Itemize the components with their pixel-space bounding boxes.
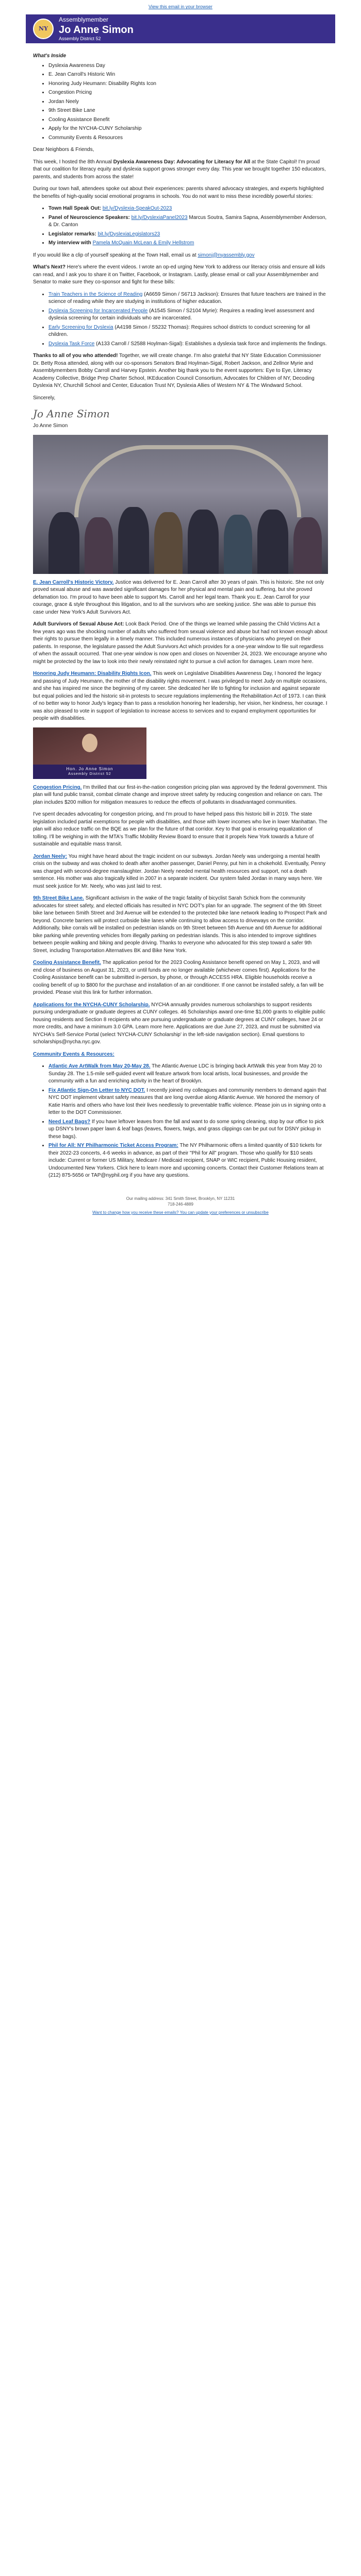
townhall-paragraph: During our town hall, attendees spoke out about their experiences: parents shared advocacy strategies, and experts highlighted the benefits of high-quality social emotional programs in schools. You do not want to miss these incredibly powerful stories: — [33, 186, 324, 199]
list-item — [48, 1063, 328, 1086]
list-label: Panel of Neuroscience Speakers: — [48, 214, 130, 221]
events-list — [48, 1063, 328, 1180]
event-name: Dyslexia Awareness Day: Advocating for Literacy for All — [113, 159, 251, 165]
text-span: The application period for the 2023 Cooling Assistance benefit opened on May 1, 2023, and will end close of business on August 31, 2023, or until funds are no longer available (whichever comes first). Applications for the Cooling Assistance benefit can be submitted in-person, by phone, or through ACCESS HRA. Eligible households receive a cooling benefit of up to $800 for the purchase and installation of an air conditioner. If one cannot be installed safely, a fan will be provided. Please visit this link for further information. — [33, 960, 324, 995]
video-link[interactable]: bit.ly/DyslexiaLegislators23 — [97, 231, 160, 237]
greeting: Dear Neighbors & Friends, — [33, 147, 94, 152]
text-span: (A6659 Simon / S6713 Jackson): Ensures that future teachers are trained in the science of reading while they are studying in institutions of higher education. — [48, 291, 326, 304]
text-span: Significant activism in the wake of the tragic fatality of bicyclist Sarah Schick from the community advocates for street safety, and elected officials has resulted in NYC DOT's plan for an upgrade. The segment of the 9th Street bike lane between Smith Street and 3rd Avenue will be extended to the protected bike lane network leading to Prospect Park and beyond. Concrete barriers will protect curbside bike lanes while continuing to allow access to driveways on the corridor. Additionally, bike corrals will be installed on pedestrian islands on 9th Street between 5th Avenue and 6th Avenue for additional bike parking while preventing vehicles from illegally parking on pedestrian islands. This is also intended to improve sightlines between people walking and biking and people driving. Thanks to everyone who advocated for this step toward a safer 9th Street, including Transportation Alternatives BK and Bike New York. — [33, 895, 327, 954]
portrait-face — [82, 734, 97, 752]
cooling-section — [33, 959, 328, 997]
person-silhouette — [293, 517, 322, 574]
section-title-link[interactable]: Community Events & Resources: — [33, 1051, 114, 1057]
list-item: • Apply for the NYCHA-CUNY Scholarship — [48, 125, 328, 133]
video-link[interactable]: bit.ly/Dyslexia-SpeakOut-2023 — [102, 206, 172, 211]
list-item: • Jordan Neely — [48, 98, 328, 106]
text-span: I'm thrilled that our first-in-the-nation congestion pricing plan was approved by the federal government. This plan will fund public transit, combat climate change and improve street safety by reducing congestion and reliance on cars. The plan includes $200 million for mitigation measures to reduce the effects of pollutants in disadvantaged communities. — [33, 784, 327, 805]
email-link[interactable]: simonj@nyassembly.gov — [198, 252, 255, 258]
heumann-section — [33, 670, 328, 723]
congestion-section — [33, 784, 328, 807]
list-item: • Congestion Pricing — [48, 89, 328, 97]
text-span: I recently joined my colleagues and community members to demand again that NYC DOT implement vibrant safety measures that are long overdue along Atlantic Avenue. We honored the memory of Katie Harris and others who have lost their lives needlessly to preventable traffic violence. Please join us in signing onto a letter to the DOT Commissioner. — [48, 1087, 326, 1115]
list-item — [48, 341, 328, 348]
person-silhouette — [48, 512, 79, 574]
event-link[interactable]: Fix Atlantic Sign-On Letter to NYC DOT. — [48, 1087, 145, 1093]
list-item: • 9th Street Bike Lane — [48, 107, 328, 115]
section-title-link[interactable]: Congestion Pricing. — [33, 784, 82, 790]
list-item: • Dyslexia Awareness Day — [48, 62, 328, 70]
events-heading — [33, 1051, 328, 1059]
section-title-link[interactable]: Cooling Assistance Benefit. — [33, 960, 101, 965]
thanks-paragraph — [33, 352, 328, 390]
list-item: • Cooling Assistance Benefit — [48, 116, 328, 124]
whats-next-paragraph — [33, 264, 328, 286]
header-name: Jo Anne Simon — [59, 24, 134, 36]
person-silhouette — [118, 507, 149, 574]
person-silhouette — [188, 510, 219, 574]
neely-section — [33, 853, 328, 891]
list-item — [48, 291, 328, 306]
list-item: • E. Jean Carroll's Historic Win — [48, 71, 328, 79]
inside-heading: What's Inside — [33, 53, 67, 59]
text-span: Look Back Period. One of the things we learned while passing the Child Victims Act a few years ago was the shocking number of adults who suffered from sexual violence and abuse but had not known enough about their rights to pursue them legally in a timely manner. This included numerous instances of physicians who preyed on their patients. In response, the legislature passed the Adult Survivors Act which provides for a one-year window to file suit regardless of when the assault occurred. That one-year window is now open and closes on November 24, 2023. We encourage anyone who might be protected by the law to look into their newly reinstated right to pursue a civil action for damages. Learn more here. — [33, 621, 327, 665]
nycha-section — [33, 1002, 328, 1046]
person-silhouette — [224, 515, 252, 574]
section-title-link[interactable]: Jordan Neely: — [33, 853, 68, 859]
header-text — [59, 15, 134, 42]
section-title: Adult Survivors of Sexual Abuse Act: — [33, 621, 124, 627]
text-span: This week, I hosted the 8th Annual — [33, 159, 113, 165]
mailing-address: Our mailing address: 341 Smith Street, Brooklyn, NY 11231 — [126, 1196, 235, 1201]
caption-subtext: Assembly District 52 — [68, 772, 111, 776]
townhall-list — [48, 205, 328, 247]
text-span: (A4198 Simon / S5232 Thomas): Requires school districts to conduct screening for all children. — [48, 324, 310, 337]
heumann-photo — [33, 727, 146, 779]
text-span: Together, we will create change. I'm also grateful that NY State Education Commissioner Dr. Betty Rosa attended, along with our co-sponsors Senators Brad Hoylman-Sigal, Robert Jackson, and Zellnor Myrie and Assemblymembers Bobby Carroll and Harvey Epstein. Another big thank you to the event supporters: Eye to Eye, Literacy Academy Collective, Bridge Prep Charter School, IKEducation Council Consortium, Advocates for Children of NY, Decoding Dyslexia NY, Churchill School and Center, Education Trust NY, Dyslexia Allies of Western NY & The Windward School. — [33, 353, 321, 388]
list-label: Town Hall Speak Out: — [48, 206, 102, 211]
text-span: at the State Capitol! I'm proud that our coalition for literacy equity and dyslexia support grows stronger every day. This year we brought together 150 educators, parents, and students from across the state! — [33, 159, 326, 180]
header-banner — [26, 14, 335, 43]
person-silhouette — [154, 512, 183, 574]
bold-lead: Thanks to all of you who attended! — [33, 353, 118, 359]
bill-link[interactable]: Dyslexia Task Force — [48, 341, 95, 347]
bill-link[interactable]: Early Screening for Dyslexia — [48, 324, 113, 330]
congestion-paragraph-2: I've spent decades advocating for congestion pricing, and I'm proud to have helped pass this historic bill in 2019. The state legislation included partial exemptions for people with disabilities, and those with lower incomes who live in lower Manhattan. The plan will also reduce traffic on the BQE as we plan for the future of that corridor. Key to that goal is ensuring equalization of tolling. I'll be weighing in with the MTA's Traffic Mobility Review Board to ensure that it propels New York towards a future of sustainable and equitable mass transit. — [33, 811, 327, 847]
view-in-browser-bar — [0, 0, 361, 14]
bill-link[interactable]: Train Teachers in the Science of Reading — [48, 291, 143, 297]
footer-address — [26, 1196, 335, 1208]
event-link[interactable]: Atlantic Ave ArtWalk from May 20-May 28. — [48, 1063, 151, 1069]
intro-paragraph — [33, 159, 328, 181]
text-span: You might have heard about the tragic incident on our subways. Jordan Neely was undergoing a mental health crisis on the subway and was choked to death after another passenger, Daniel Penny, put him in a chokehold. Eventually, Penny was charged with second-degree manslaughter. Jordan Neely needed mental health resources and support, not a death sentence. His mother was also tragically killed in 2007 in a separate incident. Our system failed Jordan in many ways here. We must seek justice for Mr. Neely, who was just laid to rest. — [33, 853, 326, 889]
text-span: Marcus Soutra, Samira Sapna, Assemblymember Anderson, & Dr. Canton — [48, 214, 327, 228]
video-link[interactable]: bit.ly/DyslexiaPanel2023 — [131, 214, 188, 221]
text-span: If you have leftover leaves from the fall and want to do some spring cleaning, stop by our office to pick up DSNY's brown paper lawn & leaf bags (leaves, flowers, twigs, and grass clippings can be put out for DSNY pickup in these bags). — [48, 1118, 324, 1140]
inside-list — [48, 62, 328, 142]
text-span: If you would like a clip of yourself speaking at the Town Hall, email us at — [33, 252, 198, 258]
section-title-link[interactable]: Applications for the NYCHA-CUNY Scholarship. — [33, 1002, 150, 1008]
list-item — [48, 1142, 328, 1180]
unsubscribe-link[interactable]: Want to change how you receive these emails? You can update your preferences or unsubscribe — [92, 1210, 269, 1215]
text-span: This week on Legislative Disabilities Awareness Day, I honored the legacy and passing of Judy Heumann, the mother of the disability rights movement. I was privileged to meet Judy on multiple occasions, and she has inspired me since the beginning of my career. She dedicated her life to fighting for inclusion and against separate but equal policies and led the historic sit-in protests to secure regulations implementing the Rehabilitation Act of 1973. I can think of no better way to honor Judy's legacy than to pass a resolution honoring her leadership, her vision, her kindness, her courage. I was also pleased to vote in support of legislation to increase access to services and to expand employment opportunities for people with disabilities. — [33, 671, 327, 721]
bill-link[interactable]: Dyslexia Screening for Incarcerated People — [48, 308, 148, 314]
clip-paragraph — [33, 252, 328, 260]
section-title-link[interactable]: Honoring Judy Heumann: Disability Rights Icon. — [33, 671, 152, 676]
event-link[interactable]: Need Leaf Bags? — [48, 1118, 91, 1125]
arch-decoration — [74, 445, 301, 517]
text-span: (A133 Carroll / S2588 Hoylman-Sigal): Establishes a dyslexia task force and implements the findings. — [94, 341, 327, 347]
footer-unsubscribe — [26, 1210, 335, 1216]
list-label: Legislator remarks: — [48, 231, 96, 237]
text-span: Here's where the event videos. I wrote an op-ed urging New York to address our literacy crisis and ensure all kids can read, and I ask you to share it on Twitter, Facebook, or Instagram. Lastly, please email or call your Assemblymember and Senator to make sure they co-sponsor and fight for these bills: — [33, 264, 325, 285]
list-item: • Honoring Judy Heumann: Disability Rights Icon — [48, 80, 328, 88]
carroll-section — [33, 579, 328, 617]
bold-lead: What's Next? — [33, 264, 67, 270]
list-item — [48, 1087, 328, 1117]
header-district: Assembly District 52 — [59, 36, 101, 42]
video-link[interactable]: Pamela McQuain McLean & Emily Hellstrom — [92, 240, 194, 246]
list-item — [48, 240, 328, 247]
sincerely: Sincerely, — [33, 395, 56, 401]
text-span: (A1545 Simon / S2104 Myrie): Requires a reading level assessment and dyslexia screening for certain individuals who are incarcerated. — [48, 308, 315, 321]
email-body — [26, 43, 335, 1190]
view-in-browser-link[interactable]: View this email in your browser — [149, 4, 212, 10]
text-span: NYCHA annually provides numerous scholarships to support residents pursuing undergraduate or graduate degrees at CUNY colleges. 46 Scholarships award one-time $1,000 grants to eligible public housing residents and Section 8 recipients who are pursuing undergraduate or graduate degrees at CUNY colleges, have 24 or more credits, and have a minimum 3.0 GPA. Learn more here. Applications are due June 27, 2023, and must be submitted via NYCHA's Self-Service Portal (select 'NYCHA-CUNY Scholarship' in the left-side navigation section). Email questions to scholarships@nycha.nyc.gov. — [33, 1002, 325, 1045]
text-span: The NY Philharmonic offers a limited quantity of $10 tickets for their 2022-23 concerts, 4-6 weeks in advance, as part of their "Phil for All" program. Those who qualify for $10 seats include: Current or former US Military, Medicare / Medicaid recipient, SNAP or WIC recipient, Public Housing resident, Undocumented New Yorkers. Click here to learn more and upcoming concerts. Contact their Customer Relations team at (212) 875-5656 or TAP@nyphil.org if you have any questions. — [48, 1143, 324, 1178]
bike-section — [33, 895, 328, 955]
person-silhouette — [257, 510, 288, 574]
list-label: My interview with — [48, 240, 91, 246]
bills-list — [48, 291, 328, 348]
capitol-event-photo — [33, 435, 328, 574]
event-link[interactable]: Phil for All: NY Philharmonic Ticket Access Program: — [48, 1143, 178, 1148]
caption-text: Hon. Jo Anne Simon — [66, 766, 113, 771]
signer-name: Jo Anne Simon — [33, 423, 68, 429]
list-item — [48, 308, 328, 323]
header-role: Assemblymember — [59, 15, 109, 23]
email-container — [26, 14, 335, 1215]
signature: Jo Anne Simon — [33, 408, 110, 420]
text-span: The Atlantic Avenue LDC is bringing back ArtWalk this year from May 20 to Sunday 28. The 1.5-mile self-guided event will feature artwork from local artists, local businesses, and provide the community with a fun and enriching activity in the heart of Brooklyn. — [48, 1063, 322, 1084]
list-item — [48, 324, 328, 339]
list-item — [48, 1118, 328, 1141]
photo-caption — [33, 765, 146, 779]
text-span: Justice was delivered for E. Jean Carroll after 30 years of pain. This is historic. She not only proved sexual abuse and was awarded significant damages for her physical and mental pain and suffering, but she proved defamation too. I'm proud to have been able to support Ms. Carroll and her legal team. Thank you E. Jean Carroll for your courage, grace & style throughout this litigation, and to all the survivors who are seeking justice. She was able to pursue this case under New York's Adult Survivors Act. — [33, 579, 324, 615]
list-item — [48, 205, 328, 213]
assembly-seal-icon: NY — [33, 19, 54, 39]
section-title-link[interactable]: E. Jean Carroll's Historic Victory. — [33, 579, 114, 585]
list-item — [48, 214, 328, 229]
phone-number: 718-246-4889 — [168, 1202, 193, 1207]
asa-section — [33, 621, 328, 666]
person-silhouette — [85, 517, 113, 574]
list-item — [48, 231, 328, 239]
section-title-link[interactable]: 9th Street Bike Lane. — [33, 895, 84, 901]
list-item: • Community Events & Resources — [48, 134, 328, 142]
